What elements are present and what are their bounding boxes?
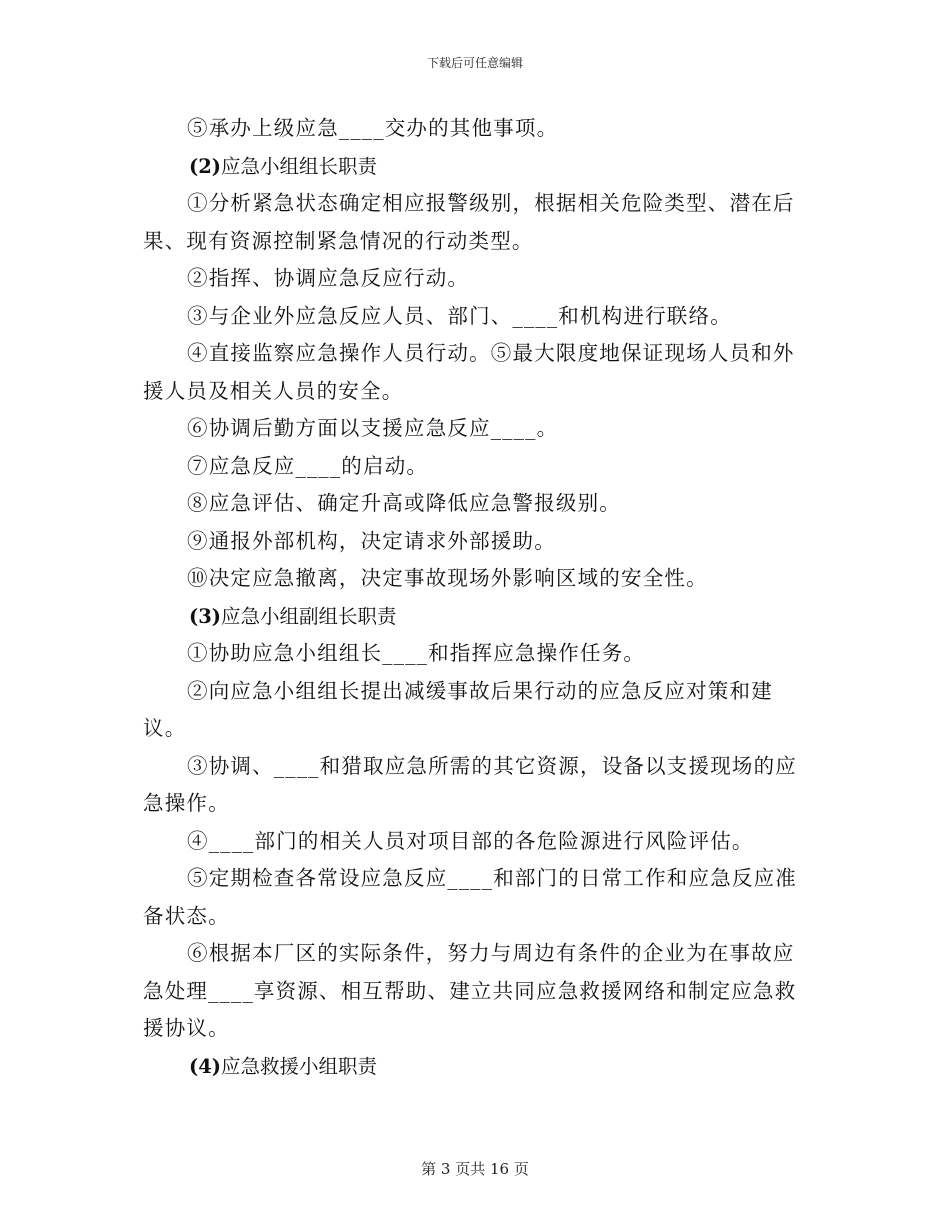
paragraph: ⑥根据本厂区的实际条件，努力与周边有条件的企业为在事故应急处理____享资源、相互帮助、建立共同应急救援网络和制定应急救援协议。 [143, 941, 797, 1040]
paragraph: ②指挥、协调应急反应行动。 [187, 266, 470, 290]
section-heading [143, 1048, 815, 1086]
section-number: (3) [189, 604, 222, 628]
section-heading [143, 148, 815, 186]
paragraph: ①分析紧急状态确定相应报警级别，根据相关危险类型、潜在后果、现有资源控制紧急情况的行动类型。 [143, 191, 795, 253]
section-number: (4) [189, 1054, 222, 1078]
document-body [143, 110, 815, 1085]
paragraph: ④直接监察应急操作人员行动。⑤最大限度地保证现场人员和外援人员及相关人员的安全。 [143, 341, 795, 403]
paragraph: ⑤定期检查各常设应急反应____和部门的日常工作和应急反应准备状态。 [143, 866, 797, 928]
section-number: (2) [189, 154, 222, 178]
paragraph: ⑨通报外部机构，决定请求外部援助。 [187, 528, 556, 553]
paragraph: ③与企业外应急反应人员、部门、____和机构进行联络。 [187, 303, 732, 328]
paragraph: ⑧应急评估、确定升高或降低应急警报级别。 [187, 491, 621, 515]
paragraph: ⑥协调后勤方面以支援应急反应____。 [187, 416, 559, 440]
section-heading [143, 598, 815, 636]
paragraph: ⑩决定应急撤离，决定事故现场外影响区域的安全性。 [187, 566, 708, 590]
paragraph: ③协调、____和猎取应急所需的其它资源，设备以支援现场的应急操作。 [143, 753, 797, 815]
paragraph: ④____部门的相关人员对项目部的各危险源进行风险评估。 [187, 828, 754, 853]
paragraph: ②向应急小组组长提出减缓事故后果行动的应急反应对策和建议。 [143, 678, 773, 740]
section-title: 应急救援小组职责 [221, 1054, 378, 1078]
paragraph: ⑤承办上级应急____交办的其他事项。 [187, 116, 559, 140]
section-title: 应急小组副组长职责 [221, 604, 397, 628]
page-footer: 第 3 页共 16 页 [421, 1160, 529, 1178]
page-header: 下载后可任意编辑 [426, 56, 523, 70]
paragraph: ①协助应急小组组长____和指挥应急操作任务。 [187, 641, 646, 665]
paragraph: ⑦应急反应____的启动。 [187, 453, 429, 478]
section-title: 应急小组组长职责 [221, 154, 378, 178]
